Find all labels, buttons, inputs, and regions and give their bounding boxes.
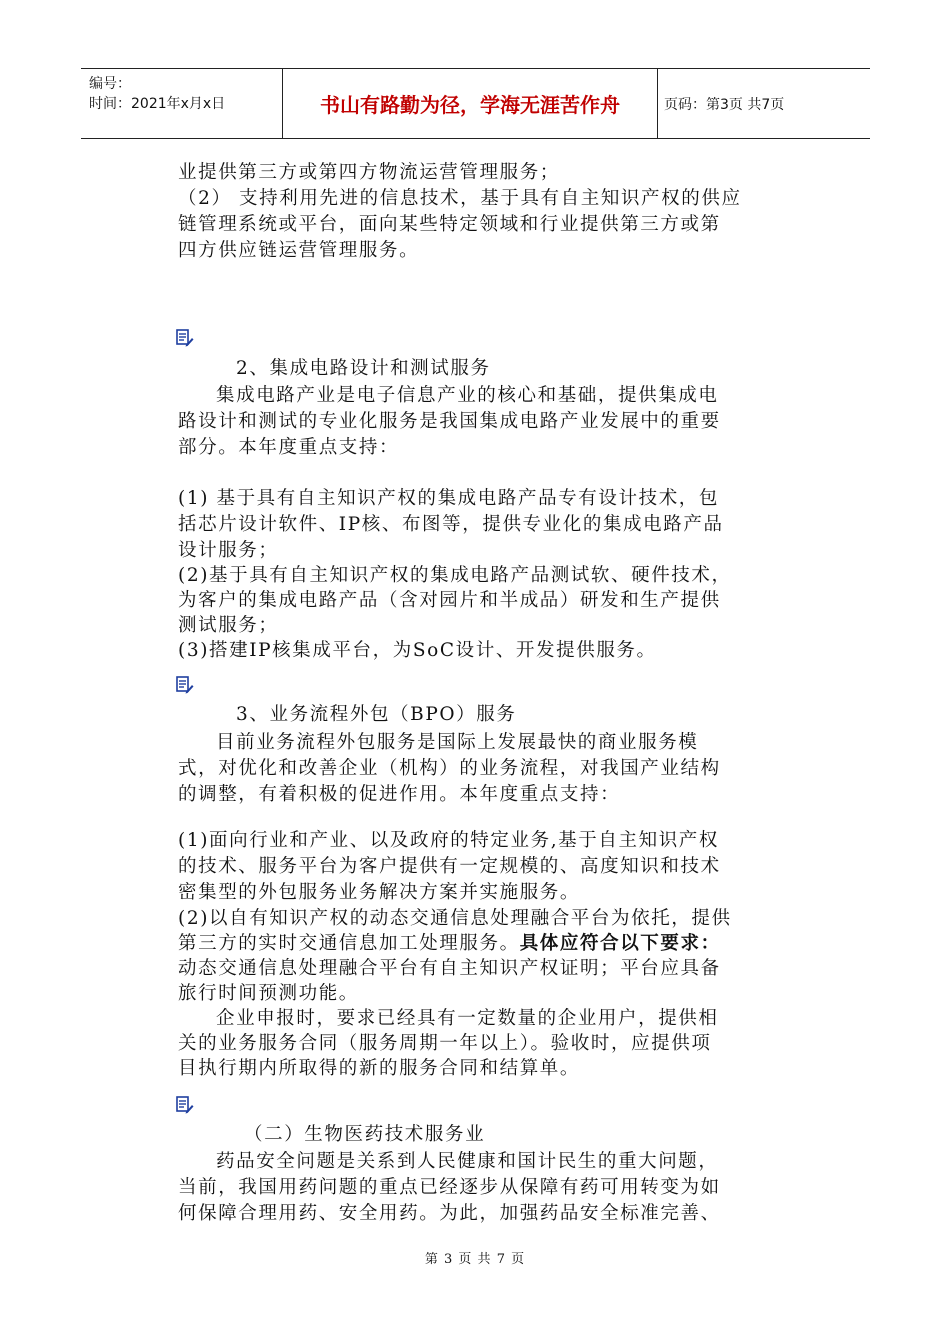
document-header bbox=[81, 68, 870, 139]
header-meta-cell bbox=[81, 69, 283, 138]
body-line: (2)以自有知识产权的动态交通信息处理融合平台为依托，提供 bbox=[178, 908, 732, 929]
note-edit-icon[interactable] bbox=[176, 676, 194, 694]
motto-text: 书山有路勤为径，学海无涯苦作舟 bbox=[320, 93, 620, 117]
body-line: 关的业务服务合同（服务周期一年以上）。验收时，应提供项 bbox=[178, 1033, 712, 1054]
body-line: 集成电路产业是电子信息产业的核心和基础，提供集成电 bbox=[216, 385, 719, 406]
body-line: 的调整，有着积极的促进作用。本年度重点支持： bbox=[178, 784, 621, 805]
section-title: 3、业务流程外包（BPO）服务 bbox=[236, 704, 517, 725]
header-page-info: 页码：第3页 共7页 bbox=[664, 96, 785, 113]
body-line: 旅行时间预测功能。 bbox=[178, 983, 359, 1004]
body-line: 目执行期内所取得的新的服务合同和结算单。 bbox=[178, 1058, 581, 1079]
requirement-emphasis: 具体应符合以下要求： bbox=[519, 933, 721, 954]
body-line: 业提供第三方或第四方物流运营管理服务； bbox=[178, 162, 560, 183]
body-line: (1)面向行业和产业、以及政府的特定业务,基于自主知识产权 bbox=[178, 830, 719, 851]
body-line: 部分。本年度重点支持： bbox=[178, 437, 400, 458]
section-title: （二）生物医药技术服务业 bbox=[244, 1124, 486, 1145]
page-footer: 第 3 页 共 7 页 bbox=[424, 1252, 526, 1267]
body-line: 括芯片设计软件、IP核、布图等，提供专业化的集成电路产品 bbox=[178, 514, 724, 535]
body-line-segment: 第三方的实时交通信息加工处理服务。 bbox=[178, 933, 520, 954]
body-line: 式，对优化和改善企业（机构）的业务流程，对我国产业结构 bbox=[178, 758, 721, 779]
body-line: （2） 支持利用先进的信息技术，基于具有自主知识产权的供应 bbox=[178, 188, 742, 209]
note-edit-icon[interactable] bbox=[176, 329, 194, 347]
body-line: 四方供应链运营管理服务。 bbox=[178, 240, 420, 261]
body-line: 的技术、服务平台为客户提供有一定规模的、高度知识和技术 bbox=[178, 856, 721, 877]
body-line: 路设计和测试的专业化服务是我国集成电路产业发展中的重要 bbox=[178, 411, 721, 432]
header-page-cell bbox=[658, 69, 870, 138]
body-line: 密集型的外包服务业务解决方案并实施服务。 bbox=[178, 882, 581, 903]
body-line: 测试服务； bbox=[178, 615, 279, 636]
body-line: (1) 基于具有自主知识产权的集成电路产品专有设计技术，包 bbox=[178, 488, 719, 509]
body-line: (3)搭建IP核集成平台，为SoC设计、开发提供服务。 bbox=[178, 640, 657, 661]
body-line bbox=[178, 929, 721, 955]
header-motto-cell bbox=[283, 69, 658, 138]
serial-label: 编号： bbox=[89, 76, 131, 92]
section-title: 2、集成电路设计和测试服务 bbox=[236, 358, 491, 379]
body-line: 目前业务流程外包服务是国际上发展最快的商业服务模 bbox=[216, 732, 699, 753]
body-line: (2)基于具有自主知识产权的集成电路产品测试软、硬件技术， bbox=[178, 565, 732, 586]
body-line: 企业申报时，要求已经具有一定数量的企业用户，提供相 bbox=[216, 1008, 719, 1029]
body-line: 设计服务； bbox=[178, 540, 279, 561]
note-edit-icon[interactable] bbox=[176, 1096, 194, 1114]
body-line: 当前，我国用药问题的重点已经逐步从保障有药可用转变为如 bbox=[178, 1177, 721, 1198]
body-line: 链管理系统或平台，面向某些特定领域和行业提供第三方或第 bbox=[178, 214, 721, 235]
date-label: 时间：2021年x月x日 bbox=[89, 96, 226, 112]
body-line: 为客户的集成电路产品（含对园片和半成品）研发和生产提供 bbox=[178, 590, 721, 611]
body-line: 动态交通信息处理融合平台有自主知识产权证明；平台应具备 bbox=[178, 958, 721, 979]
body-line: 药品安全问题是关系到人民健康和国计民生的重大问题， bbox=[216, 1151, 719, 1172]
body-line: 何保障合理用药、安全用药。为此，加强药品安全标准完善、 bbox=[178, 1203, 721, 1224]
